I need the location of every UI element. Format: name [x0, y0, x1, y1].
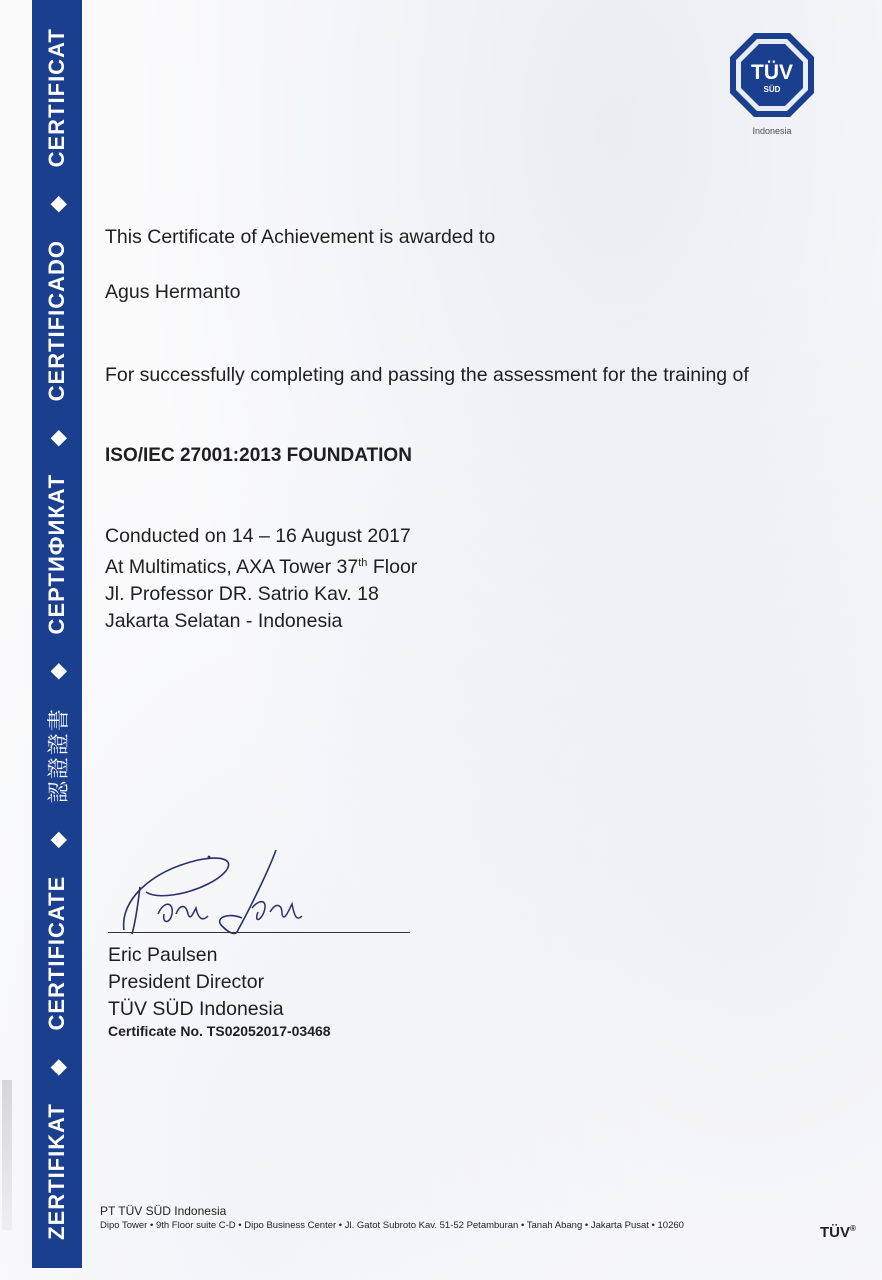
- signatory-block: [108, 942, 284, 1023]
- side-band: [32, 0, 82, 1268]
- side-word-zertifikat: ZERTIFIKAT: [44, 1103, 69, 1240]
- tuv-sud-logo: [728, 32, 816, 136]
- reason-line: For successfully completing and passing the assessment for the training of: [105, 364, 749, 386]
- footer-brand: TÜV: [820, 1224, 850, 1241]
- training-street: Jl. Professor DR. Satrio Kav. 18: [105, 583, 379, 605]
- side-word-cjk: 認證證書: [45, 707, 71, 804]
- side-word-sertifikat: СЕРТИФИКАТ: [44, 473, 69, 635]
- training-location: [105, 550, 417, 581]
- footer-address: Dipo Tower • 9th Floor suite C-D • Dipo Business Center • Jl. Gatot Subroto Kav. 51-52 Petamburan • Tanah Abang • Jakarta Pusat • 10260: [100, 1220, 684, 1231]
- recipient-name: Agus Hermanto: [105, 281, 241, 303]
- location-prefix: At Multimatics, AXA Tower 37: [105, 556, 359, 578]
- side-word-certificat: CERTIFICAT: [44, 28, 69, 168]
- diamond-icon: ◆: [46, 429, 69, 446]
- signatory-organization: TÜV SÜD Indonesia: [108, 998, 284, 1020]
- diamond-icon: ◆: [46, 662, 69, 679]
- awarded-line: This Certificate of Achievement is awarded to: [105, 226, 496, 248]
- side-word-certificado: CERTIFICADO: [44, 240, 69, 402]
- signature-line: [108, 932, 410, 933]
- logo-caption: Indonesia: [752, 126, 792, 136]
- side-band-text: [32, 0, 82, 1268]
- signatory-name: Eric Paulsen: [108, 944, 218, 966]
- footer-tuv-logo: [820, 1224, 856, 1241]
- location-ordinal: th: [358, 557, 368, 569]
- tuv-sud-octagon-icon: [729, 32, 815, 118]
- training-city: Jakarta Selatan - Indonesia: [105, 610, 343, 632]
- footer-company: PT TÜV SÜD Indonesia: [100, 1204, 227, 1218]
- logo-sub-brand-text: SÜD: [763, 85, 781, 94]
- diamond-icon: ◆: [46, 1058, 69, 1076]
- diamond-icon: ◆: [46, 195, 69, 212]
- diamond-icon: ◆: [46, 831, 69, 848]
- side-word-certificate: CERTIFICATE: [44, 875, 69, 1031]
- scan-edge-mark: [2, 1080, 12, 1230]
- registered-mark: ®: [850, 1224, 856, 1233]
- signatory-title: President Director: [108, 971, 265, 993]
- handwritten-signature: [118, 842, 418, 942]
- location-suffix: Floor: [367, 556, 418, 578]
- certificate-number: Certificate No. TS02052017-03468: [108, 1023, 331, 1039]
- logo-brand-text: TÜV: [751, 61, 793, 84]
- conducted-date: Conducted on 14 – 16 August 2017: [105, 525, 411, 547]
- course-title: ISO/IEC 27001:2013 FOUNDATION: [105, 445, 412, 466]
- footer: [100, 1204, 684, 1231]
- training-details: [105, 523, 417, 635]
